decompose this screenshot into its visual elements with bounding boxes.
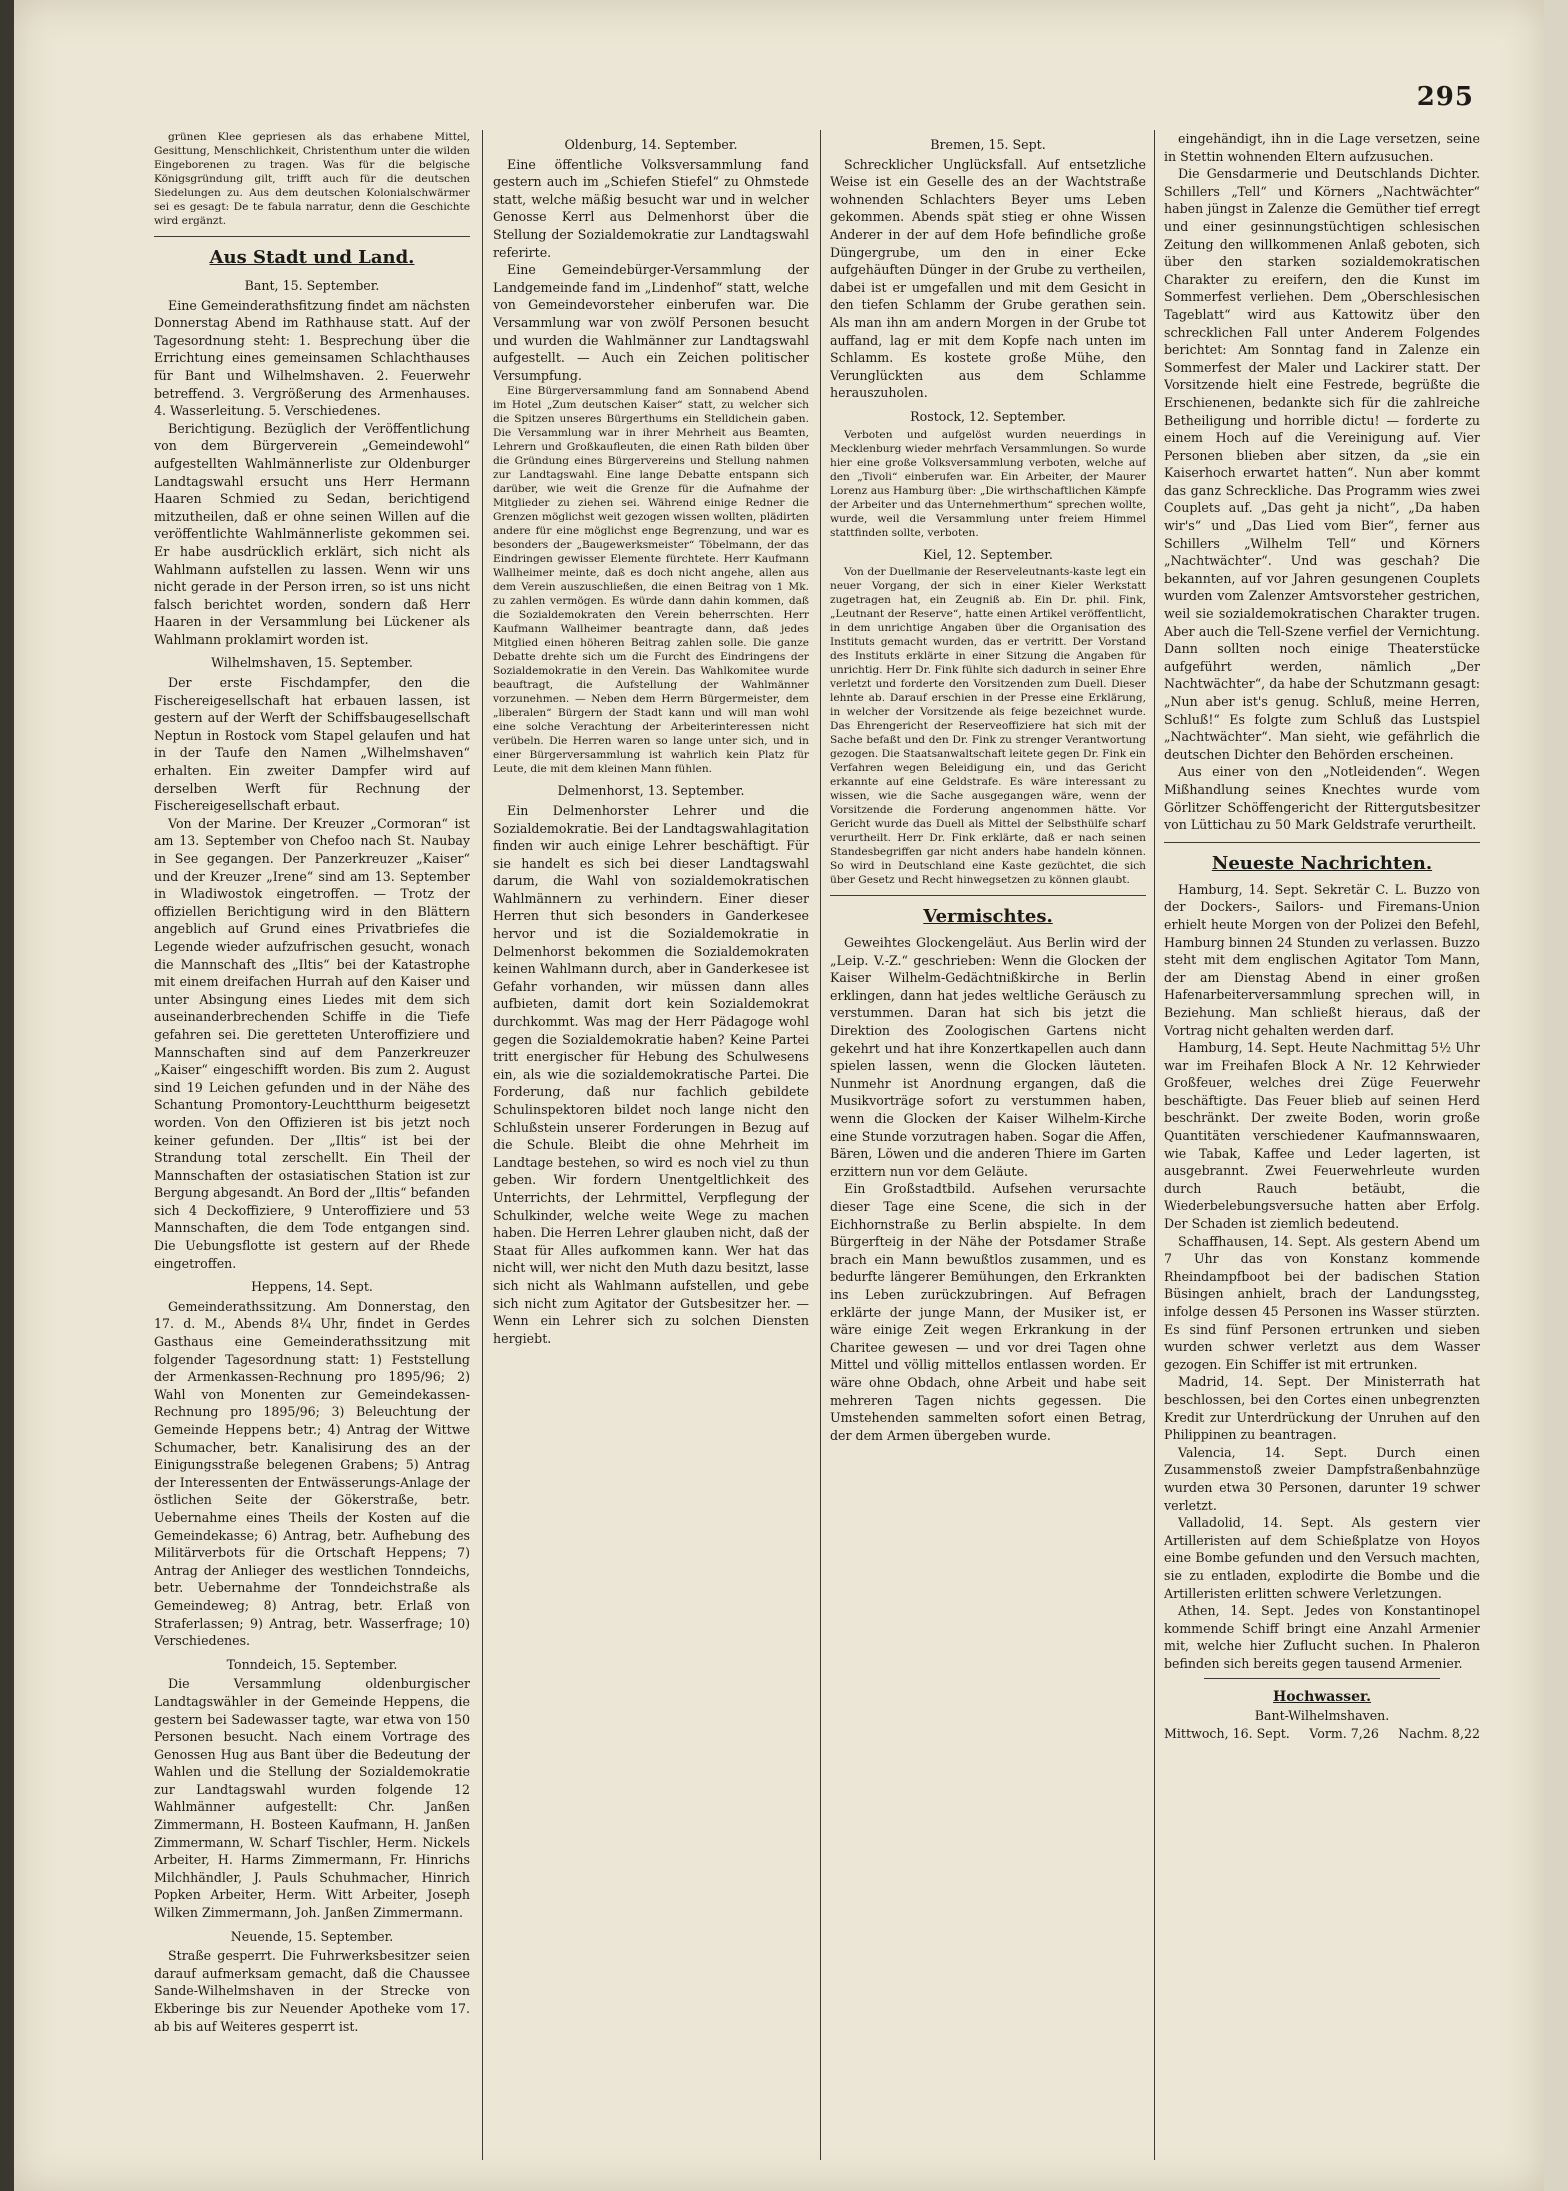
article-text: Der erste Fischdampfer, den die Fischereigesellschaft hat erbauen lassen, ist gestern auf der Werft der Schiffsbaugesellschaft Neptun in Rostock vom Stapel gelaufen und hat in der Taufe den Namen „Wilhelmshaven“ erhalten. Ein zweiter Dampfer wird auf derselben Werft für Rechnung der Fischereigesellschaft erbaut.: [154, 675, 470, 814]
article-text: Eine öffentliche Volksversammlung fand gestern auch im „Schiefen Stiefel“ zu Ohmstede statt, welche mäßig besucht war und in welcher Genosse Kerrl aus Delmenhorst über die Stellung der Sozialdemokratie zur Landtagswahl referirte.: [493, 156, 809, 260]
column-2: [493, 130, 809, 2160]
column-rule: [482, 130, 483, 2160]
column-rule: [820, 130, 821, 2160]
article-text: Ein Delmenhorster Lehrer und die Sozialdemokratie. Bei der Landtagswahlagitation finden wir auch einige Lehrer beschäftigt. Für sie handelt es sich bei dieser Landtagswahl darum, die Wahl von sozialdemokratischen Wahlmännern zu verhindern. Einer dieser Herren thut sich besonders in Ganderkesee hervor und ist die Sozialdemokratie in Delmenhorst bekommen die Sozialdemokraten keinen Wahlmann durch, aber in Ganderkesee ist Gefahr vorhanden, wir müssen dann alles aufbieten, damit dort kein Sozialdemokrat durchkommt. Was mag der Herr Pädagoge wohl gegen die Sozialdemokratie haben? Keine Partei tritt energischer für Hebung des Schulwesens ein, als wie die sozialdemokratische Partei. Die Forderung, daß nur fachlich gebildete Schulinspektoren bildet noch lange nicht den Schlußstein unserer Forderungen in Bezug auf die Schule. Bleibt die ohne Mehrheit im Landtage bestehen, so wird es noch viel zu thun geben. Wir fordern Unentgeltlichkeit des Unterrichts, der Lehrmittel, Verpflegung der Schulkinder, welche weite Wege zu machen haben. Die Herren Lehrer glauben nicht, daß der Staat für Alles aufkommen kann. Wer hat das nicht will, wer nicht den Muth dazu besitzt, lasse sich nicht als Wahlmann aufstellen, und gebe sich nicht zum Agitator der Gutsbesitzer her. — Wenn ein Lehrer sich zu solchen Diensten hergiebt.: [493, 802, 809, 1346]
column-3: [830, 130, 1146, 2160]
column-1: [154, 130, 470, 2160]
article-text: Valladolid, 14. Sept. Als gestern vier Artilleristen auf dem Schießplatze von Hoyos eine Bombe gefunden und den Versuch machten, sie zu entladen, explodirte die Bombe und die Artilleristen erlitten schwere Verletzungen.: [1164, 1515, 1480, 1601]
page-edge: [0, 0, 14, 2191]
dateline: Bant, 15. September.: [244, 278, 380, 293]
dateline: Kiel, 12. September.: [923, 546, 1053, 562]
dateline: Tonndeich, 15. September.: [226, 1656, 398, 1672]
divider: [1204, 1678, 1440, 1679]
article-intro: grünen Klee gepriesen als das erhabene Mittel, Gesittung, Menschlichkeit, Christenthum unter die wilden Eingeborenen zu tragen. Was für die belgische Königsgründung gilt, trifft auch für die deutschen Siedelungen zu. Aus dem deutschen Kolonialschwärmer sei es gesagt: De te fabula narratur, denn die Geschichte wird ergänzt.: [154, 131, 470, 227]
article-text: Berichtigung. Bezüglich der Veröffentlichung von dem Bürgerverein „Gemeindewohl“ aufgestellten Wahlmännerliste zur Oldenburger Landtagswahl ersucht uns Herr Hermann Haaren Schmied zu Sedan, berichtigend mitzutheilen, daß er ohne seinen Willen auf die veröffentlichte Wahlmännerliste gekommen sei. Er habe ausdrücklich erklärt, sich nicht als Wahlmann aufstellen zu lassen. Wenn wir uns nicht gerade in der Person irren, so ist uns nicht falsch berichtet worden, sondern daß Herr Haaren in der Versammlung bei Lückener als Wahlmann proklamirt worden ist.: [154, 420, 470, 647]
dateline: Heppens, 14. Sept.: [251, 1279, 373, 1295]
article-text: Geweihtes Glockengeläut. Aus Berlin wird der „Leip. V.-Z.“ geschrieben: Wenn die Glocken der Kaiser Wilhelm-Gedächtnißkirche in Berlin erklingen, dann hat jedes weltliche Geräusch zu verstummen. Daran hat sich bis jetzt die Direktion des Zoologischen Gartens nicht gekehrt und hat ihre Konzertkapellen auch dann spielen lassen, wenn die Glocken läuteten. Nunmehr ist Anordnung ergangen, daß die Musikvorträge sofort zu verstummen haben, wenn die Glocken der Kaiser Wilhelm-Kirche eine Stunde vorzutragen haben. Sogar die Affen, Bären, Löwen und die anderen Thiere im Garten erzittern nun vor dem Geläute.: [830, 935, 1146, 1179]
dateline: Rostock, 12. September.: [910, 408, 1066, 424]
tide-morning: Vorm. 7,26: [1309, 1725, 1379, 1741]
tide-place: Bant-Wilhelmshaven.: [1254, 1708, 1390, 1724]
article-text: Hamburg, 14. Sept. Heute Nachmittag 5½ Uhr war im Freihafen Block A Nr. 12 Kehrwieder Großfeuer, welches drei Züge Feuerwehr beschäftigte. Das Feuer blieb auf seinen Herd beschränkt. Der zweite Boden, worin große Quantitäten verschiedener Kaufmannswaaren, wie Tabak, Kaffee und Leder lagerten, ist ausgebrannt. Zwei Feuerwehrleute wurden durch Rauch betäubt, die Wiederbelebungsversuche hatten aber Erfolg. Der Schaden ist ziemlich bedeutend.: [1164, 1040, 1480, 1232]
tide-title: Hochwasser.: [1272, 1689, 1372, 1706]
column-rule: [1154, 130, 1155, 2160]
article-text: Von der Marine. Der Kreuzer „Cormoran“ ist am 13. September von Chefoo nach St. Naubay in See gegangen. Der Panzerkreuzer „Kaiser“ und der Kreuzer „Irene“ sind am 13. September in Wladiwostok eingetroffen. — Trotz der offiziellen Berichtigung wird in den Blättern angeblich auf Grund eines Privatbriefes die Legende wieder aufzufrischen gesucht, wonach die Mannschaft des „Iltis“ bei der Katastrophe mit einem dreifachen Hurrah auf den Kaiser und unter Absingung eines Liedes mit dem sich auseinanderbrechenden Schiffe in die Tiefe gefahren sei. Die geretteten Unteroffiziere und Mannschaften sind auf dem Panzerkreuzer „Kaiser“ eingeschifft worden. Bis zum 2. August sind 19 Leichen gefunden und in der Nähe des Schantung Promontory-Leuchtthurm beigesetzt worden. Von den Offizieren ist bis jetzt noch keiner gefunden. Der „Iltis“ ist bei der Strandung total zerschellt. Ein Theil der Mannschaften der ostasiatischen Station ist zur Bergung abgesandt. An Bord der „Iltis“ befanden sich 4 Deckoffiziere, 9 Unteroffiziere und 53 Mannschaften, die dem Tode entgangen sind. Die Uebungsflotte ist gestern auf der Rhede eingetroffen.: [154, 815, 470, 1271]
dateline: Neuende, 15. September.: [230, 1928, 394, 1944]
article-text: Eine Gemeinderathsfitzung findet am nächsten Donnerstag Abend im Rathhause statt. Auf der Tagesordnung steht: 1. Besprechung über die Errichtung eines gemeinsamen Schlachthauses für Bant und Wilhelmshaven. 2. Feuerwehr betreffend. 3. Vergrößerung des Armenhauses. 4. Wasserleitung. 5. Verschiedenes.: [154, 297, 470, 419]
article-text: Schrecklicher Unglücksfall. Auf entsetzliche Weise ist ein Geselle des an der Wachtstraße wohnenden Schlachters Beyer ums Leben gekommen. Abends spät stieg er ohne Wissen Anderer in der auf dem Hofe befindliche große Düngergrube, um den in einer Ecke aufgehäuften Dünger in der Grube zu vertheilen, dabei ist er umgefallen und mit dem Gesicht in den tiefen Schlamm der Grube gerathen sein. Als man ihn am andern Morgen in der Grube tot auffand, lag er mit dem Kopfe nach unten im Schlamm. Es kostete große Mühe, den Verunglückten aus dem Schlamme herauszuholen.: [830, 156, 1146, 401]
article-text: Von der Duellmanie der Reserveleutnants-kaste legt ein neuer Vorgang, der sich in einer Kieler Werkstatt zugetragen hat, ein Zeugniß ab. Ein Dr. phil. Fink, „Leutnant der Reserve“, hatte einen Artikel veröffentlicht, in dem unrichtige Angaben über die Organisation des Instituts gemacht wurden, das er vertritt. Der Vorstand des Instituts erklärte in einer Sitzung die Angaben für unrichtig. Herr Dr. Fink fühlte sich dadurch in seiner Ehre verletzt und forderte den Vorsitzenden zum Duell. Dieser lehnte ab. Darauf erschien in der Presse eine Erklärung, in welcher der Vorsitzende als feige bezeichnet wurde. Das Ehrengericht der Reserveoffiziere hat sich mit der Sache befaßt und den Dr. Fink zu strenger Verantwortung gezogen. Die Staatsanwaltschaft leitete gegen Dr. Fink ein Verfahren wegen Beleidigung ein, und das Gericht erkannte auf eine Geldstrafe. Es wäre interessant zu wissen, wie die Sache ausgegangen wäre, wenn der Vorsitzende die Forderung angenommen hätte. Vor Gericht wurde das Duell als Mittel der Selbsthülfe scharf verurtheilt. Herr Dr. Fink erklärte, daß er nach seinen Standesbegriffen gar nicht anders habe handeln können. So wird in Deutschland eine Kaste gezüchtet, die sich über Gesetz und Recht hinwegsetzen zu können glaubt.: [830, 566, 1146, 887]
section-title: Vermischtes.: [923, 906, 1053, 928]
article-text: Verboten und aufgelöst wurden neuerdings in Mecklenburg wieder mehrfach Versammlungen. So wurde hier eine große Volksversammlung verboten, welche auf den „Tivoli“ einberufen war. Ein Arbeiter, der Maurer Lorenz aus Hamburg über: „Die wirthschaftlichen Kämpfe der Arbeiter und das Unternehmerthum“ sprechen wollte, wurde, weil die Versammlung unter freiem Himmel stattfinden sollte, verboten.: [830, 428, 1146, 539]
divider: [1164, 842, 1480, 843]
tide-day: Mittwoch, 16. Sept.: [1164, 1725, 1290, 1741]
article-text: Straße gesperrt. Die Fuhrwerksbesitzer seien darauf aufmerksam gemacht, daß die Chaussee Sande-Wilhelmshaven in der Strecke von Ekberinge bis zur Neuender Apotheke vom 17. ab bis auf Weiteres gesperrt ist.: [154, 1948, 470, 2034]
dateline: Oldenburg, 14. September.: [564, 137, 738, 152]
columns: [154, 130, 1484, 2160]
dateline: Wilhelmshaven, 15. September.: [211, 655, 413, 671]
article-text: Die Gensdarmerie und Deutschlands Dichter. Schillers „Tell“ und Körners „Nachtwächter“ haben jüngst in Zalenze die Gemüther tief erregt und einer gesinnungstüchtigen schlesischen Zeitung den willkommenen Anlaß geboten, sich über den starken sozialdemokratischen Charakter zu ereifern, den die Kunst im Sommerfest verliehen. Dem „Oberschlesischen Tageblatt“ wird aus Kattowitz über den schrecklichen Fall unter Anderem Folgendes berichtet: Am Sonntag fand in Zalenze ein Sommerfest der Maler und Lackirer statt. Der Vorsitzende hielt eine Festrede, begrüßte die Erschienenen, bedankte sich für die zahlreiche Betheiligung und horrible dictu! — forderte zu einem Hoch auf die Vereinigung auf. Vier Personen blieben aber sitzen, da „sie ein Kaiserhoch erwartet hatten“. Nun aber kommt das ganz Schreckliche. Das Programm wies zwei Couplets auf. „Das geht ja nicht“, „Da haben wir's“ und „Das Lied vom Bier“, ferner aus Schillers „Wilhelm Tell“ und Körners „Nachtwächter“. Und was geschah? Die bekannten, auf vor Jahren gesungenen Couplets wurden vom Zalenzer Amtsvorsteher gestrichen, weil sie sozialdemokratischen Charakter trugen. Aber auch die Tell-Szene verfiel der Vernichtung. Dann sollten noch einige Theaterstücke aufgeführt werden, nämlich „Der Nachtwächter“, da habe der Schutzmann gesagt: „Nun aber ist's genug. Schluß, meine Herren, Schluß!“ Es folgte zum Schluß das Lustspiel „Nachtwächter“. Man sieht, wie gefährlich die deutschen Dichter den Behörden erscheinen.: [1164, 166, 1480, 762]
article-text: Gemeinderathssitzung. Am Donnerstag, den 17. d. M., Abends 8¼ Uhr, findet in Gerdes Gasthaus eine Gemeinderathssitzung mit folgender Tagesordnung statt: 1) Feststellung der Armenkassen-Rechnung pro 1895/96; 2) Wahl von Monenten zur Gemeindekassen-Rechnung pro 1895/96; 3) Beleuchtung der Gemeinde Heppens betr.; 4) Antrag der Wittwe Schumacher, betr. Kanalisirung des an der Einigungsstraße belegenen Grabens; 5) Antrag der Interessenten der Entwässerungs-Anlage der östlichen Seite der Gökerstraße, betr. Uebernahme eines Theils der Kosten auf die Gemeindekasse; 6) Antrag, betr. Aufhebung des Militärverbots für die Ortschaft Heppens; 7) Antrag der Anlieger des westlichen Tonndeichs, betr. Uebernahme der Tonndeichstraße als Gemeindeweg; 8) Antrag, betr. Erlaß von Straferlassen; 9) Antrag, betr. Wasserfrage; 10) Verschiedenes.: [154, 1298, 470, 1649]
dateline: Bremen, 15. Sept.: [930, 137, 1046, 152]
article-text: eingehändigt, ihn in die Lage versetzen, seine in Stettin wohnenden Eltern aufzusuchen.: [1164, 131, 1480, 164]
article-text: Ein Großstadtbild. Aufsehen verursachte dieser Tage eine Scene, die sich in der Eichhornstraße zu Berlin abspielte. In dem Bürgerfteig in der Nähe der Potsdamer Straße brach ein Mann bewußtlos zusammen, und es bedurfte längerer Bemühungen, den Erkrankten ins Leben zurückzubringen. Auf Befragen erklärte der junge Mann, der Musiker ist, er wäre einige Zeit wegen Erkrankung in der Charitee gewesen — und vor drei Tagen ohne Mittel und völlig mittellos entlassen worden. Er wäre ohne Obdach, ohne Arbeit und habe seit mehreren Tagen nichts gegessen. Die Umstehenden sammelten sofort einen Betrag, der dem Armen übergeben wurde.: [830, 1181, 1146, 1443]
column-4: [1164, 130, 1480, 2160]
article-text: Hamburg, 14. Sept. Sekretär C. L. Buzzo von der Dockers-, Sailors- und Firemans-Union erhielt heute Morgen von der Polizei den Befehl, Hamburg binnen 24 Stunden zu verlassen. Buzzo steht mit dem englischen Agitator Tom Mann, der am Dienstag Abend in einer großen Hafenarbeiterversammlung sprechen will, in Beziehung. Man schließt hieraus, daß der Vortrag nicht gehalten werden darf.: [1164, 881, 1480, 1038]
article-text: Madrid, 14. Sept. Der Ministerrath hat beschlossen, bei den Cortes einen unbegrenzten Kredit zur Unterdrückung der Unruhen auf den Philippinen zu beantragen.: [1164, 1374, 1480, 1443]
newspaper-page: [14, 0, 1544, 2191]
divider: [830, 895, 1146, 896]
section-title: Neueste Nachrichten.: [1211, 852, 1433, 874]
divider: [154, 236, 470, 237]
article-text: Eine Bürgerversammlung fand am Sonnabend Abend im Hotel „Zum deutschen Kaiser“ statt, zu welcher sich die Spitzen unseres Bürgerthums ein Stelldichein gaben. Die Versammlung war in ihrer Mehrheit aus Beamten, Lehrern und Großkaufleuten, die einen Rath bilden über die Gründung eines Bürgervereins und Stellung nahmen zur Landtagswahl. Eine lange Debatte entspann sich darüber, wie weit die Grenze für die Aufnahme der Mitglieder zu ziehen sei. Während einige Redner die Grenzen möglichst weit gezogen wissen wollten, plädirten andere für eine möglichst enge Begrenzung, und war es besonders der „Baugewerksmeister“ Töbelmann, der das Eindringen gewisser Elemente fürchtete. Herr Kaufmann Wallheimer meinte, daß es doch nicht angehe, allen aus dem Verein auszuschließen, die einen Beitrag von 1 Mk. zu zahlen vermögen. Es würde dann dahin kommen, daß die Sozialdemokraten den Verein beherrschten. Herr Kaufmann Wallheimer beantragte dann, daß jedes Mitglied einen höheren Beitrag zahlen solle. Die ganze Debatte drehte sich um die Furcht des Eindringens der Sozialdemokratie in den Verein. Das Wahlkomitee wurde beauftragt, die Aufstellung der Wahlmänner vorzunehmen. — Neben dem Herrn Bürgermeister, dem „liberalen“ Bürgern der Stadt kann und will man wohl eine solche Verachtung der Arbeiterinteressen nicht verübeln. Die Herren waren so lange unter sich, und in einer Bürgerversammlung ist wahrlich kein Platz für Leute, die mit dem kleinen Mann fühlen.: [493, 385, 809, 776]
article-text: Schaffhausen, 14. Sept. Als gestern Abend um 7 Uhr das von Konstanz kommende Rheindampfboot bei der badischen Station Büsingen anhielt, brach der Landungssteg, infolge dessen 45 Personen ins Wasser stürzten. Es sind fünf Personen ertrunken und sieben wurden schwer verletzt aus dem Wasser gezogen. Ein Schiffer ist mit ertrunken.: [1164, 1233, 1480, 1372]
article-text: Athen, 14. Sept. Jedes von Konstantinopel kommende Schiff bringt eine Anzahl Armenier mit, welche hier Zuflucht suchen. In Phaleron befinden sich bereits gegen tausend Armenier.: [1164, 1603, 1480, 1671]
tide-afternoon: Nachm. 8,22: [1398, 1725, 1480, 1741]
article-text: Aus einer von den „Notleidenden“. Wegen Mißhandlung seines Knechtes wurde vom Görlitzer Schöffengericht der Rittergutsbesitzer von Lüttichau zu 50 Mark Geldstrafe verurtheilt.: [1164, 764, 1480, 833]
dateline: Delmenhorst, 13. September.: [557, 783, 745, 799]
article-text: Die Versammlung oldenburgischer Landtagswähler in der Gemeinde Heppens, die gestern bei Sadewasser tagte, war etwa von 150 Personen besucht. Nach einem Vortrage des Genossen Hug aus Bant über die Bedeutung der Wahlen und die Stellung der Sozialdemokratie zur Landtagswahl wurden folgende 12 Wahlmänner aufgestellt: Chr. Janßen Zimmermann, H. Bosteen Kaufmann, H. Janßen Zimmermann, W. Scharf Tischler, Herm. Nickels Arbeiter, H. Harms Zimmermann, Fr. Hinrichs Milchhändler, J. Pauls Schuhmacher, Hinrich Popken Arbeiter, Herm. Witt Arbeiter, Joseph Wilken Zimmermann, Joh. Janßen Zimmermann.: [154, 1676, 470, 1921]
section-title: Aus Stadt und Land.: [209, 247, 415, 268]
page-number: 295: [1416, 82, 1474, 112]
article-text: Valencia, 14. Sept. Durch einen Zusammenstoß zweier Dampfstraßenbahnzüge wurden etwa 30 Personen, darunter 19 schwer verletzt.: [1164, 1444, 1480, 1513]
tide-row: [1164, 1725, 1480, 1743]
article-text: Eine Gemeindebürger-Versammlung der Landgemeinde fand im „Lindenhof“ statt, welche von Gemeindevorsteher einberufen war. Die Versammlung war von zwölf Personen besucht und wurden die Wahlmänner zur Landtagswahl aufgestellt. — Auch ein Zeichen politischer Versumpfung.: [493, 262, 809, 383]
